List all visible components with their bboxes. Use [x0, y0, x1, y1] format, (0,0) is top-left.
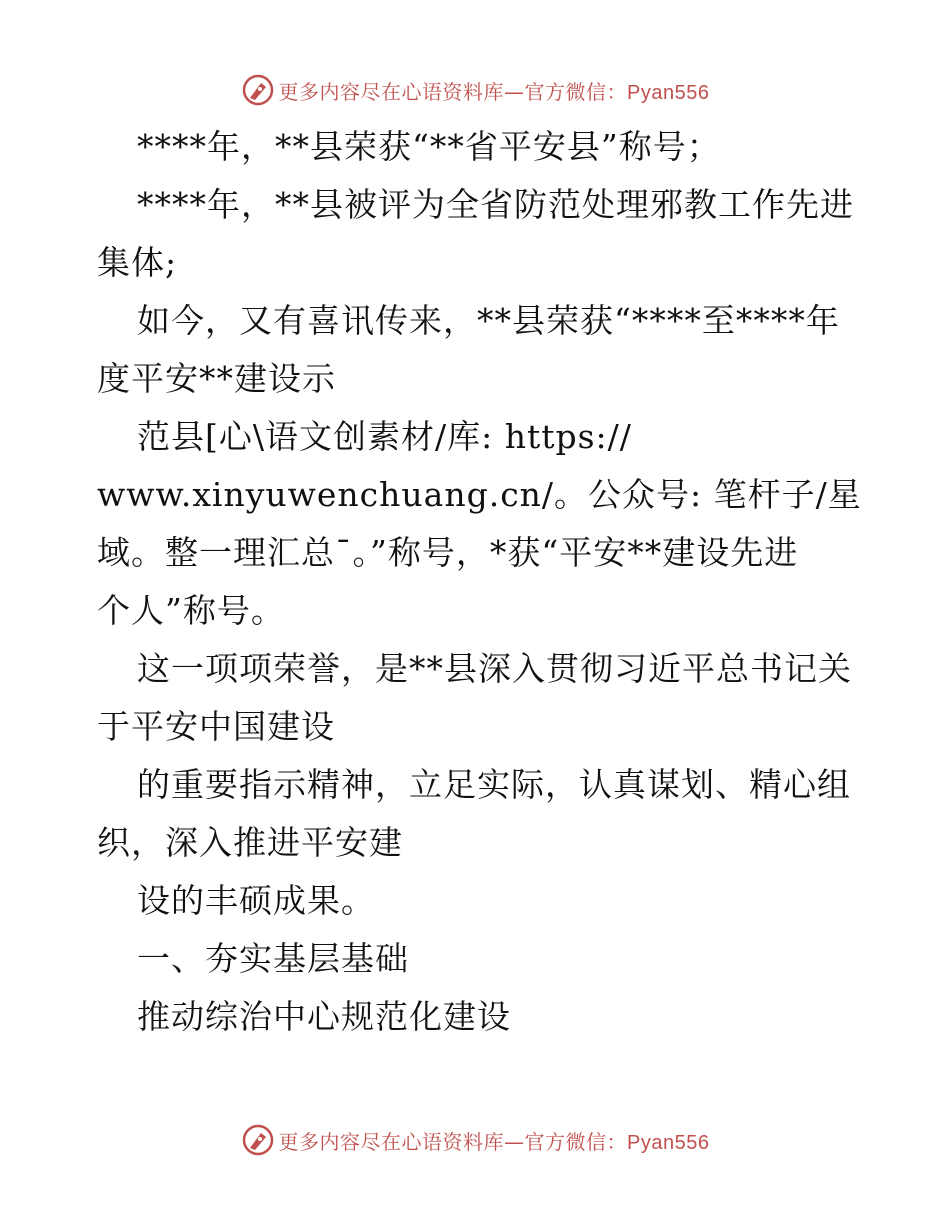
- paragraph-line: 度平安**建设示: [97, 359, 336, 398]
- pen-nib-logo-icon: [241, 1123, 275, 1157]
- paragraph-line: 的重要指示精神，立足实际，认真谋划、精心组: [137, 765, 851, 804]
- paragraph-line: 这一项项荣誉，是**县深入贯彻习近平总书记关: [137, 649, 852, 688]
- paragraph-line: 个人”称号。: [97, 591, 285, 630]
- paragraph-line: 设的丰硕成果。: [137, 881, 375, 920]
- paragraph-line: 如今，又有喜讯传来，**县荣获“****至****年: [137, 301, 840, 340]
- footer-banner: [0, 1120, 950, 1160]
- header-text: [279, 76, 710, 105]
- paragraph-line: ****年，**县被评为全省防范处理邪教工作先进: [137, 185, 854, 224]
- paragraph-line: ****年，**县荣获“**省平安县”称号；: [137, 127, 721, 166]
- section-heading: 一、夯实基层基础: [137, 939, 409, 978]
- paragraph-line: 推动综治中心规范化建设: [137, 997, 511, 1036]
- paragraph-line: 织，深入推进平安建: [97, 823, 403, 862]
- document-body: [97, 118, 862, 1046]
- paragraph-line: 范县[心\语文创素材/库: https://: [137, 417, 632, 456]
- footer-wechat-label: 官方微信：: [524, 1129, 628, 1154]
- paragraph-line: 域。整一理汇总¯。”称号，*获“平安**建设先进: [97, 533, 799, 572]
- header-banner: [0, 70, 950, 110]
- paragraph-line: www.xinyuwenchuang.cn/。公众号: 笔杆子/星: [97, 475, 862, 514]
- header-dash: —: [504, 79, 525, 104]
- footer-dash: —: [504, 1129, 525, 1154]
- footer-site-name: 更多内容尽在心语资料库: [278, 1129, 505, 1154]
- paragraph-line: 于平安中国建设: [97, 707, 335, 746]
- footer-text: [279, 1126, 710, 1155]
- paragraph-line: 集体;: [97, 243, 178, 282]
- footer-wechat-id: Pyan556: [627, 1131, 710, 1154]
- header-wechat-label: 官方微信：: [524, 79, 628, 104]
- pen-nib-logo-icon: [241, 73, 275, 107]
- header-wechat-id: Pyan556: [627, 81, 710, 104]
- header-site-name: 更多内容尽在心语资料库: [278, 79, 505, 104]
